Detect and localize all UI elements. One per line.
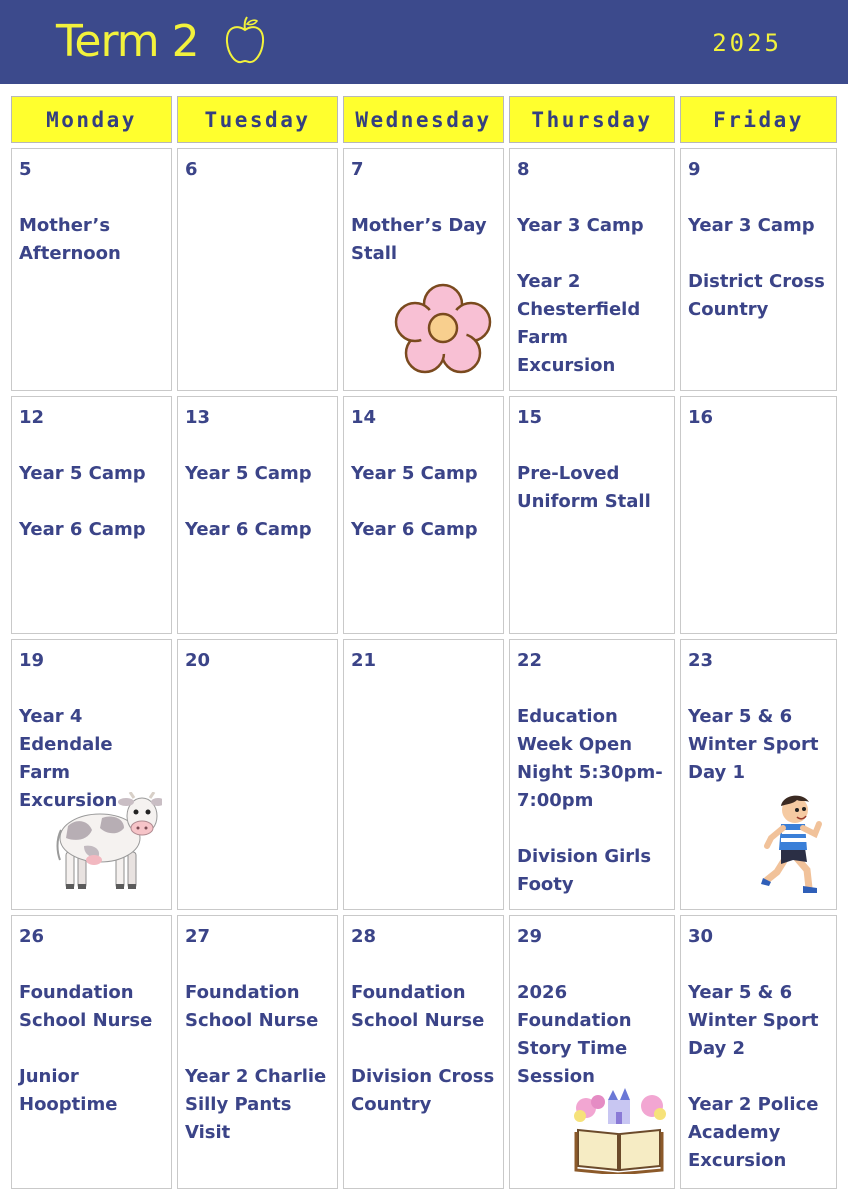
event-text: Foundation School Nurse (185, 982, 319, 1031)
event-text: Year 3 Camp (517, 215, 644, 236)
storybook-icon (572, 1086, 666, 1174)
day-number: 27 (185, 926, 211, 947)
calendar-day (509, 148, 675, 391)
calendar-day (680, 396, 837, 634)
event-text: Year 4 Edendale Farm Excursion (19, 706, 118, 811)
event-text: Year 6 Camp (351, 519, 478, 540)
event-text: District Cross Country (688, 271, 825, 320)
day-number: 8 (517, 159, 530, 180)
event-text: Year 3 Camp (688, 215, 815, 236)
day-number: 20 (185, 650, 211, 671)
event-text: Junior Hooptime (19, 1066, 118, 1115)
event-text: Mother’s Afternoon (19, 215, 121, 264)
event-text: Year 5 & 6 Winter Sport Day 1 (688, 706, 819, 783)
calendar-day (509, 915, 675, 1189)
calendar-day (11, 915, 172, 1189)
calendar-day (509, 396, 675, 634)
calendar-day (11, 396, 172, 634)
calendar-day (343, 148, 504, 391)
calendar-day (680, 148, 837, 391)
event-text: Year 5 Camp (351, 463, 478, 484)
calendar-day (509, 639, 675, 910)
apple-icon (222, 16, 268, 66)
calendar-day (177, 639, 338, 910)
flower-icon (391, 280, 495, 377)
calendar-day (11, 148, 172, 391)
event-text: Pre-Loved Uniform Stall (517, 463, 651, 512)
event-text: Division Cross Country (351, 1066, 495, 1115)
event-text: Year 5 Camp (19, 463, 146, 484)
event-text: Foundation School Nurse (19, 982, 153, 1031)
day-number: 14 (351, 407, 377, 428)
event-text: Education Week Open Night 5:30pm-7:00pm (517, 706, 663, 811)
day-number: 28 (351, 926, 377, 947)
event-text: Year 2 Chesterfield Farm Excursion (517, 271, 641, 376)
day-header-thursday: Thursday (509, 96, 675, 143)
day-number: 26 (19, 926, 45, 947)
header-banner (0, 0, 848, 84)
calendar-day (343, 915, 504, 1189)
running-boy-icon (761, 794, 825, 896)
calendar-day (177, 915, 338, 1189)
calendar-day (680, 915, 837, 1189)
day-number: 16 (688, 407, 714, 428)
day-number: 21 (351, 650, 377, 671)
event-text: 2026 Foundation Story Time Session (517, 982, 632, 1087)
calendar-day (177, 148, 338, 391)
event-text: Year 2 Charlie Silly Pants Visit (185, 1066, 327, 1143)
year-label: 2025 (712, 29, 782, 57)
event-text: Year 5 & 6 Winter Sport Day 2 (688, 982, 819, 1059)
event-text: Year 6 Camp (19, 519, 146, 540)
day-number: 15 (517, 407, 543, 428)
day-number: 23 (688, 650, 714, 671)
calendar-day (11, 639, 172, 910)
event-text: Year 2 Police Academy Excursion (688, 1094, 819, 1171)
day-number: 12 (19, 407, 45, 428)
calendar-day (680, 639, 837, 910)
cow-icon (54, 792, 162, 896)
day-number: 22 (517, 650, 543, 671)
day-number: 9 (688, 159, 701, 180)
day-number: 30 (688, 926, 714, 947)
page-title: Term 2 (56, 16, 199, 67)
event-text: Mother’s Day Stall (351, 215, 487, 264)
day-number: 19 (19, 650, 45, 671)
calendar-day (177, 396, 338, 634)
event-text: Year 6 Camp (185, 519, 312, 540)
calendar-day (343, 639, 504, 910)
day-header-friday: Friday (680, 96, 837, 143)
day-header-monday: Monday (11, 96, 172, 143)
event-text: Foundation School Nurse (351, 982, 485, 1031)
day-number: 29 (517, 926, 543, 947)
day-number: 6 (185, 159, 198, 180)
event-text: Year 5 Camp (185, 463, 312, 484)
calendar-day (343, 396, 504, 634)
event-text: Division Girls Footy (517, 846, 652, 895)
day-header-wednesday: Wednesday (343, 96, 504, 143)
day-header-tuesday: Tuesday (177, 96, 338, 143)
day-number: 7 (351, 159, 364, 180)
day-number: 13 (185, 407, 211, 428)
day-number: 5 (19, 159, 32, 180)
